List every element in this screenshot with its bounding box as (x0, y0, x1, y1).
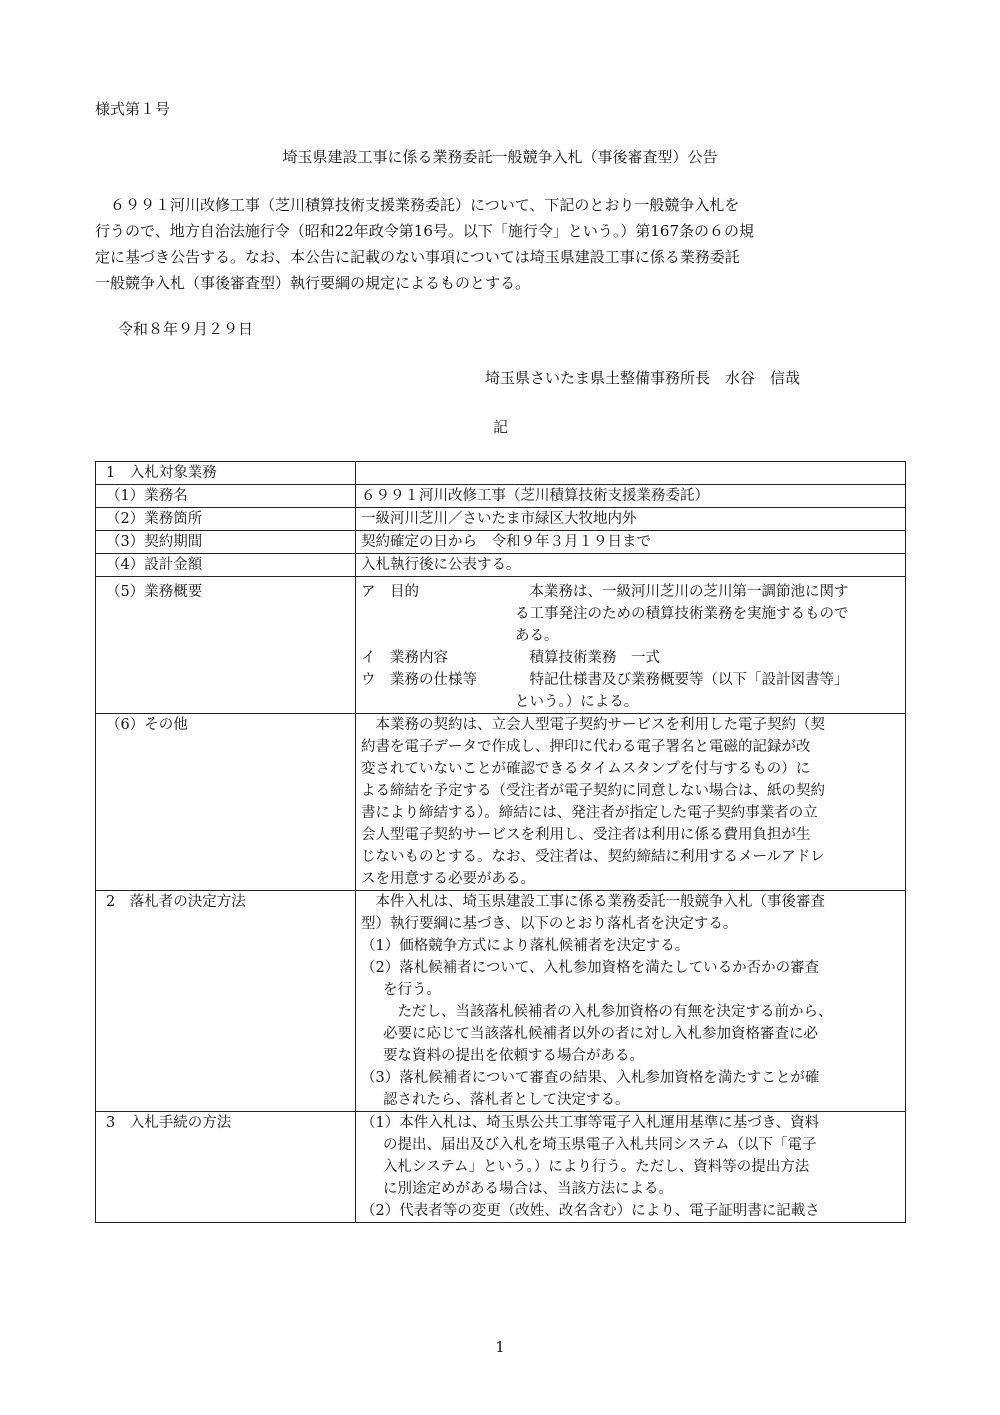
issuer-name: 埼玉県さいたま県土整備事務所長 水谷 信哉 (485, 369, 801, 387)
overview-value (515, 581, 900, 647)
bid-procedure-cell (356, 1112, 906, 1223)
overview-line: 本業務は、一級河川芝川の芝川第一調節池に関す (515, 584, 849, 600)
overview-key: ア 目的 (361, 584, 419, 600)
row-label: （3）契約期間 (96, 531, 356, 554)
text-line: 書により締結する）。締結には、発注者が指定した電子契約事業者の立 (361, 805, 818, 821)
table-row (96, 1112, 906, 1223)
other-cell (356, 714, 906, 891)
table-row (96, 577, 906, 714)
text-line: よる締結を予定する（受注者が電子契約に同意しない場合は、紙の契約 (361, 783, 825, 799)
text-line: （3）落札候補者について審査の結果、入札参加資格を満たすことが確 (361, 1070, 820, 1086)
overview-key: イ 業務内容 (361, 650, 448, 666)
overview-value (515, 647, 900, 669)
row-label: （5）業務概要 (96, 577, 356, 714)
intro-line: 一般競争入札（事後審査型）執行要綱の規定によるものとする。 (95, 274, 531, 292)
row-label: （6）その他 (96, 714, 356, 891)
table-row (96, 891, 906, 1112)
text-line: （2）代表者等の変更（改姓、改名含む）により、電子証明書に記載さ (361, 1203, 820, 1219)
text-line: 必要に応じて当該落札候補者以外の者に対し入札参加資格審査に必 (383, 1026, 818, 1042)
overview-item (361, 581, 900, 647)
row-value: 一級河川芝川／さいたま市緑区大牧地内外 (356, 508, 906, 531)
section-label: 3 入札手続の方法 (96, 1112, 356, 1223)
document-title: 埼玉県建設工事に係る業務委託一般競争入札（事後審査型）公告 (282, 148, 718, 166)
form-number: 様式第１号 (95, 100, 171, 118)
text-line: 本業務の契約は、立会人型電子契約サービスを利用した電子契約（契 (361, 717, 825, 733)
row-label: （4）設計金額 (96, 554, 356, 577)
text-line: 型）執行要綱に基づき、以下のとおり落札者を決定する。 (361, 916, 738, 932)
text-line: ただし、当該落札候補者の入札参加資格の有無を決定する前から、 (383, 1004, 833, 1020)
text-line: （1）価格競争方式により落札候補者を決定する。 (361, 938, 690, 954)
text-line: 本件入札は、埼玉県建設工事に係る業務委託一般競争入札（事後審査 (361, 894, 825, 910)
intro-line: ６９９１河川改修工事（芝川積算技術支援業務委託）について、下記のとおり一般競争入札を (95, 196, 740, 214)
row-value: 入札執行後に公表する。 (356, 554, 906, 577)
row-value: 契約確定の日から 令和９年３月１９日まで (356, 531, 906, 554)
row-value: ６９９１河川改修工事（芝川積算技術支援業務委託） (356, 485, 906, 508)
text-line: じないものとする。なお、受注者は、契約締結に利用するメールアドレ (361, 849, 825, 865)
overview-item (361, 647, 900, 669)
table-row (96, 714, 906, 891)
section-value (356, 462, 906, 485)
text-line: 認されたら、落札者として決定する。 (383, 1092, 630, 1108)
table-row (96, 462, 906, 485)
overview-line: 積算技術業務 一式 (515, 650, 660, 666)
table-row (96, 531, 906, 554)
text-line: スを用意する必要がある。 (361, 871, 535, 887)
overview-item (361, 669, 900, 713)
text-line: の提出、届出及び入札を埼玉県電子入札共同システム（以下「電子 (383, 1137, 817, 1153)
table-row (96, 485, 906, 508)
overview-line: る工事発注のための積算技術業務を実施するもので (515, 606, 849, 622)
overview-line: ある。 (515, 628, 559, 644)
text-line: 入札システム」という。）により行う。ただし、資料等の提出方法 (383, 1159, 810, 1175)
text-line: 要な資料の提出を依頼する場合がある。 (383, 1048, 644, 1064)
text-line: 約書を電子データで作成し、押印に代わる電子署名と電磁的記録が改 (361, 739, 811, 755)
overview-value (515, 669, 900, 713)
table-row (96, 554, 906, 577)
notice-date: 令和８年９月２９日 (118, 320, 254, 338)
intro-line: 定に基づき公告する。なお、本公告に記載のない事項については埼玉県建設工事に係る業務委託 (95, 248, 740, 266)
text-line: を行う。 (383, 982, 441, 998)
row-label: （2）業務箇所 (96, 508, 356, 531)
section-label: 1 入札対象業務 (96, 462, 356, 485)
text-line: （2）落札候補者について、入札参加資格を満たしているか否かの審査 (361, 960, 820, 976)
overview-key: ウ 業務の仕様等 (361, 672, 477, 688)
overview-line: 特記仕様書及び業務概要等（以下「設計図書等」 (515, 672, 849, 688)
text-line: （1）本件入札は、埼玉県公共工事等電子入札運用基準に基づき、資料 (361, 1115, 820, 1131)
intro-line: 行うので、地方自治法施行令（昭和22年政令第16号。以下「施行令」という。）第167条の６の規 (95, 222, 755, 240)
text-line: に別途定めがある場合は、当該方法による。 (383, 1181, 673, 1197)
table-row (96, 508, 906, 531)
row-label: （1）業務名 (96, 485, 356, 508)
ki-heading: 記 (493, 418, 509, 436)
award-method-cell (356, 891, 906, 1112)
overview-line: という。）による。 (515, 694, 639, 710)
text-line: 会人型電子契約サービスを利用し、受注者は利用に係る費用負担が生 (361, 827, 811, 843)
section-label: 2 落札者の決定方法 (96, 891, 356, 1112)
text-line: 変されていないことが確認できるタイムスタンプを付与するもの）に (361, 761, 811, 777)
overview-cell (356, 577, 906, 714)
details-table (95, 461, 906, 1223)
page-number: 1 (495, 1338, 505, 1356)
